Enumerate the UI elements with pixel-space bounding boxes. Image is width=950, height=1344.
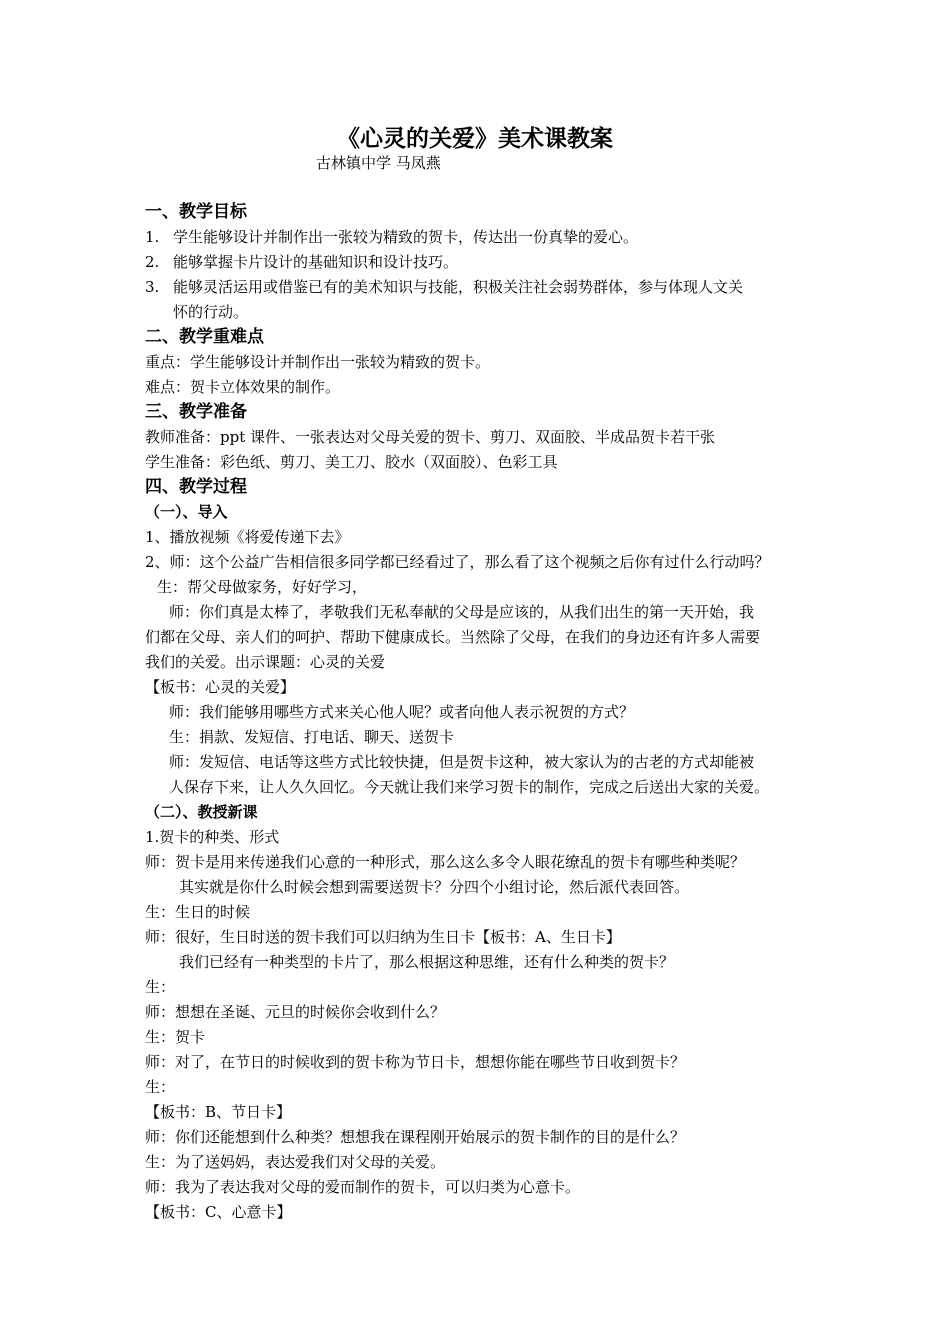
- subsection-heading-intro: （一）、导入: [145, 503, 228, 521]
- document-body: [145, 200, 825, 1225]
- paragraph-line: 我们已经有一种类型的卡片了，那么根据这种思维，还有什么种类的贺卡？: [179, 953, 675, 971]
- paragraph-line: 生：捐款、发短信、打电话、聊天、送贺卡: [169, 728, 455, 746]
- paragraph-line: 学生准备：彩色纸、剪刀、美工刀、胶水（双面胶）、色彩工具: [145, 453, 558, 471]
- list-number: 1.: [145, 228, 160, 246]
- list-item: [145, 250, 825, 275]
- paragraph-line: 【板书：B、节日卡】: [145, 1103, 292, 1121]
- document-author: 古林镇中学 马凤燕: [316, 154, 441, 172]
- section-heading-key-points: 二、教学重难点: [145, 327, 264, 347]
- paragraph-line: 师：想想在圣诞、元旦的时候你会收到什么？: [145, 1003, 446, 1021]
- paragraph-line: 师：我们能够用哪些方式来关心他人呢？或者向他人表示祝贺的方式？: [169, 703, 635, 721]
- paragraph-line: 生：为了送妈妈，表达爱我们对父母的关爱。: [145, 1153, 446, 1171]
- paragraph-line: 难点：贺卡立体效果的制作。: [145, 378, 341, 396]
- paragraph-line: 其实就是你什么时候会想到需要送贺卡？分四个小组讨论，然后派代表回答。: [179, 878, 690, 896]
- list-number: 3.: [145, 278, 160, 296]
- paragraph-line: 人保存下来，让人久久回忆。今天就让我们来学习贺卡的制作，完成之后送出大家的关爱。: [169, 778, 770, 796]
- paragraph-line: 【板书：心灵的关爱】: [145, 678, 296, 696]
- paragraph-line: 【板书：C、心意卡】: [145, 1203, 292, 1221]
- paragraph-line: 师：发短信、电话等这些方式比较快捷，但是贺卡这种，被大家认为的古老的方式却能被: [169, 753, 755, 771]
- list-text: 能够掌握卡片设计的基础知识和设计技巧。: [173, 253, 459, 271]
- paragraph-line: 重点：学生能够设计并制作出一张较为精致的贺卡。: [145, 353, 491, 371]
- paragraph-line: 师：很好，生日时送的贺卡我们可以归纳为生日卡【板书：A、生日卡】: [145, 928, 621, 946]
- subsection-heading-new-lesson: （二）、教授新课: [145, 803, 258, 821]
- paragraph-line: 们都在父母、亲人们的呵护、帮助下健康成长。当然除了父母，在我们的身边还有许多人需要: [145, 628, 761, 646]
- paragraph-line: 生：贺卡: [145, 1028, 206, 1046]
- paragraph-line: 师：贺卡是用来传递我们心意的一种形式，那么这么多令人眼花缭乱的贺卡有哪些种类呢？: [145, 853, 746, 871]
- paragraph-line: 生：生日的时候: [145, 903, 251, 921]
- list-item: [145, 275, 825, 300]
- list-item: [145, 225, 825, 250]
- paragraph-line: 师：你们真是太棒了，孝敬我们无私奉献的父母是应该的，从我们出生的第一天开始，我: [169, 603, 755, 621]
- paragraph-line: 生：: [145, 1078, 176, 1096]
- list-text: 学生能够设计并制作出一张较为精致的贺卡，传达出一份真挚的爱心。: [173, 228, 639, 246]
- paragraph-line: 师：我为了表达我对父母的爱而制作的贺卡，可以归类为心意卡。: [145, 1178, 581, 1196]
- paragraph-line: 生：: [145, 978, 176, 996]
- paragraph-line: 1.贺卡的种类、形式: [145, 828, 280, 846]
- paragraph-line: 师：你们还能想到什么种类？想想我在课程刚开始展示的贺卡制作的目的是什么？: [145, 1128, 686, 1146]
- paragraph-line: 1、播放视频《将爱传递下去》: [145, 528, 350, 546]
- section-heading-process: 四、教学过程: [145, 477, 247, 497]
- document-title: 《心灵的关爱》美术课教案: [337, 125, 613, 152]
- paragraph-line: 师：对了，在节日的时候收到的贺卡称为节日卡，想想你能在哪些节日收到贺卡？: [145, 1053, 686, 1071]
- section-heading-objectives: 一、教学目标: [145, 202, 247, 222]
- list-text: 能够灵活运用或借鉴已有的美术知识与技能，积极关注社会弱势群体，参与体现人文关: [173, 278, 744, 296]
- list-item-continuation: 怀的行动。: [173, 303, 249, 321]
- list-number: 2.: [145, 253, 160, 271]
- paragraph-line: 生：帮父母做家务，好好学习，: [157, 578, 368, 596]
- section-heading-preparation: 三、教学准备: [145, 402, 247, 422]
- paragraph-line: 教师准备：ppt 课件、一张表达对父母关爱的贺卡、剪刀、双面胶、半成品贺卡若干张: [145, 428, 716, 446]
- paragraph-line: 2、师：这个公益广告相信很多同学都已经看过了，那么看了这个视频之后你有过什么行动吗？: [145, 553, 770, 571]
- paragraph-line: 我们的关爱。出示课题：心灵的关爱: [145, 653, 386, 671]
